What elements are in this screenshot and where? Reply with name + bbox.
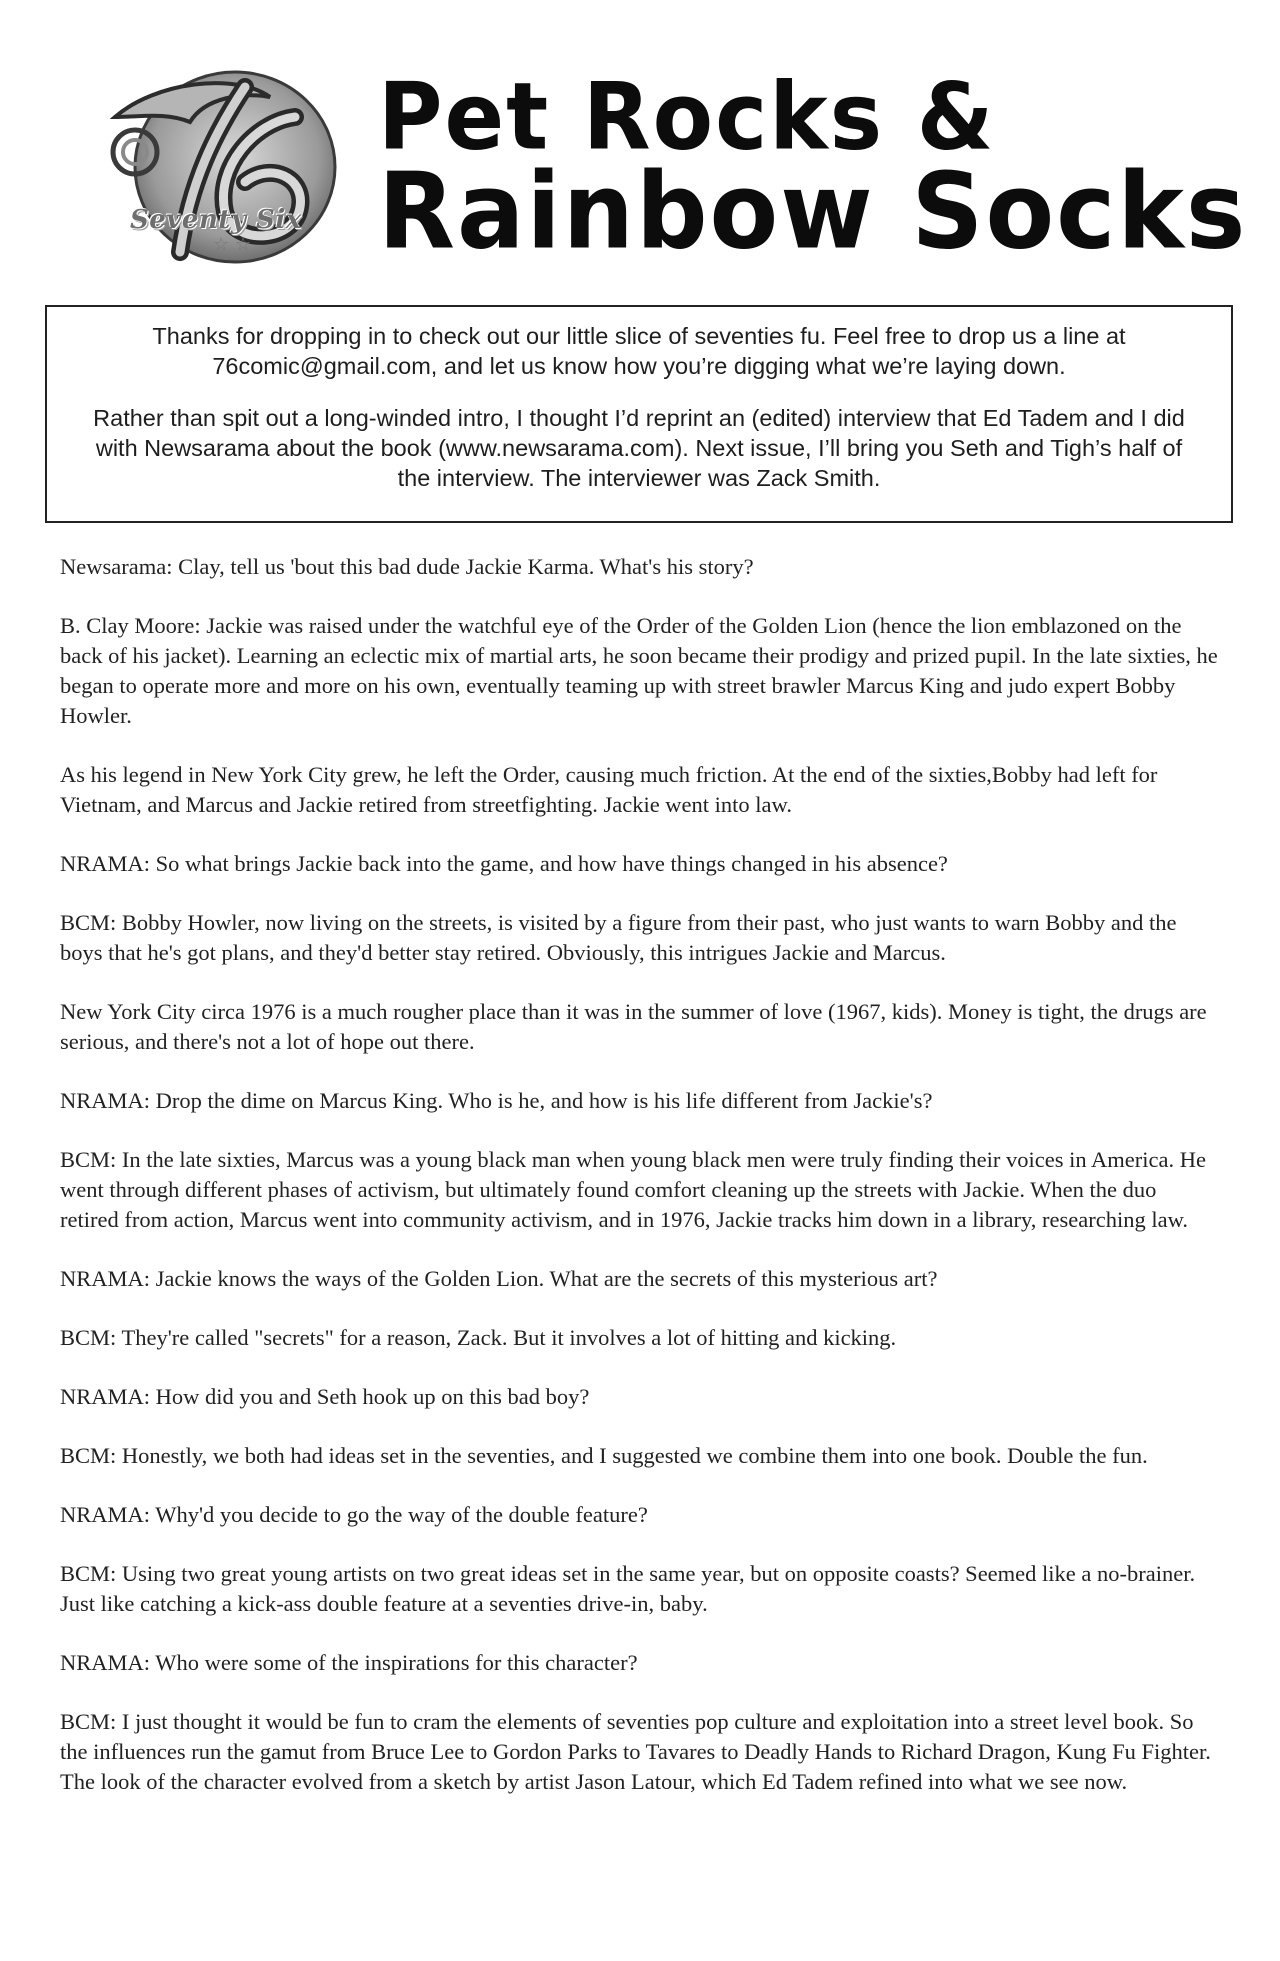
intro-box bbox=[45, 305, 1233, 523]
interview-paragraph: NRAMA: How did you and Seth hook up on this bad boy? bbox=[60, 1384, 590, 1409]
interview-paragraph: Newsarama: Clay, tell us 'bout this bad dude Jackie Karma. What's his story? bbox=[60, 554, 754, 579]
interview-paragraph: B. Clay Moore: Jackie was raised under the watchful eye of the Order of the Golden Lion (hence the lion emblazoned on the back of his jacket). Learning an eclectic mix of martial arts, he soon became their prodigy and prized pupil. In the late sixties, he began to operate more and more on his own, eventually teaming up with street brawler Marcus King and judo expert Bobby Howler. bbox=[60, 613, 1218, 728]
interview-paragraph: BCM: Honestly, we both had ideas set in the seventies, and I suggested we combine them into one book. Double the fun. bbox=[60, 1443, 1148, 1468]
interview-paragraph: NRAMA: So what brings Jackie back into the game, and how have things changed in his absence? bbox=[60, 851, 948, 876]
logo-numerals bbox=[95, 62, 96, 63]
svg-text:☆ ☆: ☆ ☆ bbox=[213, 234, 251, 255]
page-title bbox=[378, 62, 1248, 273]
title-line-1: Pet Rocks & bbox=[378, 62, 996, 171]
interview-paragraph: BCM: They're called "secrets" for a reason, Zack. But it involves a lot of hitting and kicking. bbox=[60, 1325, 897, 1350]
interview-paragraph: BCM: I just thought it would be fun to cram the elements of seventies pop culture and exploitation into a street level book. So the influences run the gamut from Bruce Lee to Gordon Parks to Tavares to Deadly Hands to Richard Dragon, Kung Fu Fighter. The look of the character evolved from a sketch by artist Jason Latour, which Ed Tadem refined into what we see now. bbox=[60, 1709, 1211, 1794]
interview-paragraph: New York City circa 1976 is a much rougher place than it was in the summer of love (1967, kids). Money is tight, the drugs are serious, and there's not a lot of hope out there. bbox=[60, 999, 1207, 1054]
title-line-2: Rainbow Socks bbox=[378, 150, 1248, 273]
intro-paragraph: Thanks for dropping in to check out our little slice of seventies fu. Feel free to drop us a line at 76comic@gmail.com, and let us know how you’re digging what we’re laying down. bbox=[152, 323, 1126, 379]
interview-paragraph: NRAMA: Jackie knows the ways of the Golden Lion. What are the secrets of this mysterious art? bbox=[60, 1266, 938, 1291]
interview-paragraph: BCM: Bobby Howler, now living on the streets, is visited by a figure from their past, who just wants to warn Bobby and the boys that he's got plans, and they'd better stay retired. Obviously, this intrigues Jackie and Marcus. bbox=[60, 910, 1177, 965]
interview-paragraph: NRAMA: Why'd you decide to go the way of the double feature? bbox=[60, 1502, 648, 1527]
interview-paragraph: NRAMA: Drop the dime on Marcus King. Who is he, and how is his life different from Jackie's? bbox=[60, 1088, 933, 1113]
interview-body bbox=[60, 552, 1220, 1826]
interview-paragraph: BCM: In the late sixties, Marcus was a young black man when young black men were truly finding their voices in America. He went through different phases of activism, but ultimately found comfort cleaning up the streets with Jackie. When the duo retired from action, Marcus went into community activism, and in 1976, Jackie tracks him down in a library, researching law. bbox=[60, 1147, 1206, 1232]
logo-badge-text: Seventy Six bbox=[130, 205, 302, 235]
interview-paragraph: As his legend in New York City grew, he left the Order, causing much friction. At the end of the sixties,Bobby had left for Vietnam, and Marcus and Jackie retired from streetfighting. Jackie went into law. bbox=[60, 762, 1158, 817]
intro-paragraph: Rather than spit out a long-winded intro, I thought I’d reprint an (edited) interview that Ed Tadem and I did with Newsarama about the book (www.newsarama.com). Next issue, I’ll bring you Seth and Tigh’s half of the interview. The interviewer was Zack Smith. bbox=[93, 405, 1185, 491]
interview-paragraph: NRAMA: Who were some of the inspirations for this character? bbox=[60, 1650, 638, 1675]
interview-paragraph: BCM: Using two great young artists on two great ideas set in the same year, but on opposite coasts? Seemed like a no-brainer. Just like catching a kick-ass double feature at a seventies drive-in, baby. bbox=[60, 1561, 1196, 1616]
